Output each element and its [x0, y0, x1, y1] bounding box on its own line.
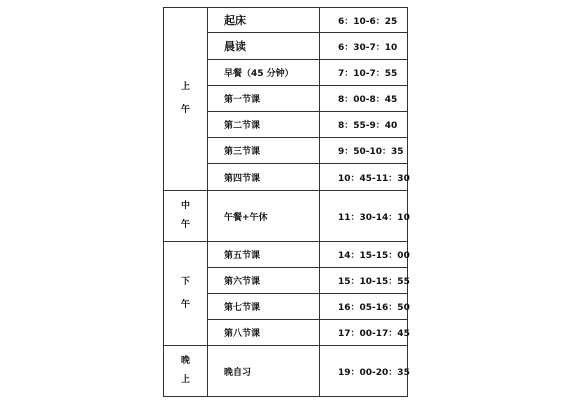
activity-cell: 起床 — [208, 8, 320, 33]
activity-cell: 晚自习 — [208, 346, 320, 397]
time-cell: 8：00-8：45 — [320, 86, 408, 112]
activity-cell: 第四节课 — [208, 164, 320, 191]
table-row — [164, 191, 408, 242]
time-cell: 19：00-20：35 — [320, 346, 408, 397]
time-cell: 8：55-9：40 — [320, 112, 408, 138]
time-cell: 17：00-17：45 — [320, 320, 408, 346]
activity-cell: 第五节课 — [208, 242, 320, 268]
activity-cell: 第二节课 — [208, 112, 320, 138]
time-cell: 16：05-16：50 — [320, 294, 408, 320]
activity-cell: 第三节课 — [208, 138, 320, 164]
period-label-char: 午 — [180, 220, 190, 230]
activity-cell: 第一节课 — [208, 86, 320, 112]
period-label-char: 上 — [180, 82, 190, 92]
time-cell: 11：30-14：10 — [320, 191, 408, 242]
period-label-char: 午 — [180, 299, 190, 310]
activity-cell: 第八节课 — [208, 320, 320, 346]
time-cell: 15：10-15：55 — [320, 268, 408, 294]
period-label-char: 午 — [180, 105, 190, 115]
activity-cell: 晨读 — [208, 33, 320, 60]
activity-cell: 早餐（45 分钟） — [208, 60, 320, 86]
time-cell: 10：45-11：30 — [320, 164, 408, 191]
schedule-table — [163, 7, 408, 397]
table-row — [164, 346, 408, 397]
time-cell: 7：10-7：55 — [320, 60, 408, 86]
time-cell: 14：15-15：00 — [320, 242, 408, 268]
period-label-char: 晚 — [180, 356, 190, 366]
period-morning — [164, 8, 208, 191]
activity-cell: 第七节课 — [208, 294, 320, 320]
activity-cell: 午餐+午休 — [208, 191, 320, 242]
period-evening — [164, 346, 208, 397]
table-row — [164, 242, 408, 268]
time-cell: 9：50-10：35 — [320, 138, 408, 164]
period-label-char: 上 — [180, 375, 190, 385]
period-afternoon — [164, 242, 208, 346]
period-label-char: 下 — [180, 276, 190, 287]
table-row — [164, 8, 408, 33]
activity-cell: 第六节课 — [208, 268, 320, 294]
time-cell: 6：30-7：10 — [320, 33, 408, 60]
time-cell: 6：10-6：25 — [320, 8, 408, 33]
period-label-char: 中 — [180, 201, 190, 211]
period-noon — [164, 191, 208, 242]
